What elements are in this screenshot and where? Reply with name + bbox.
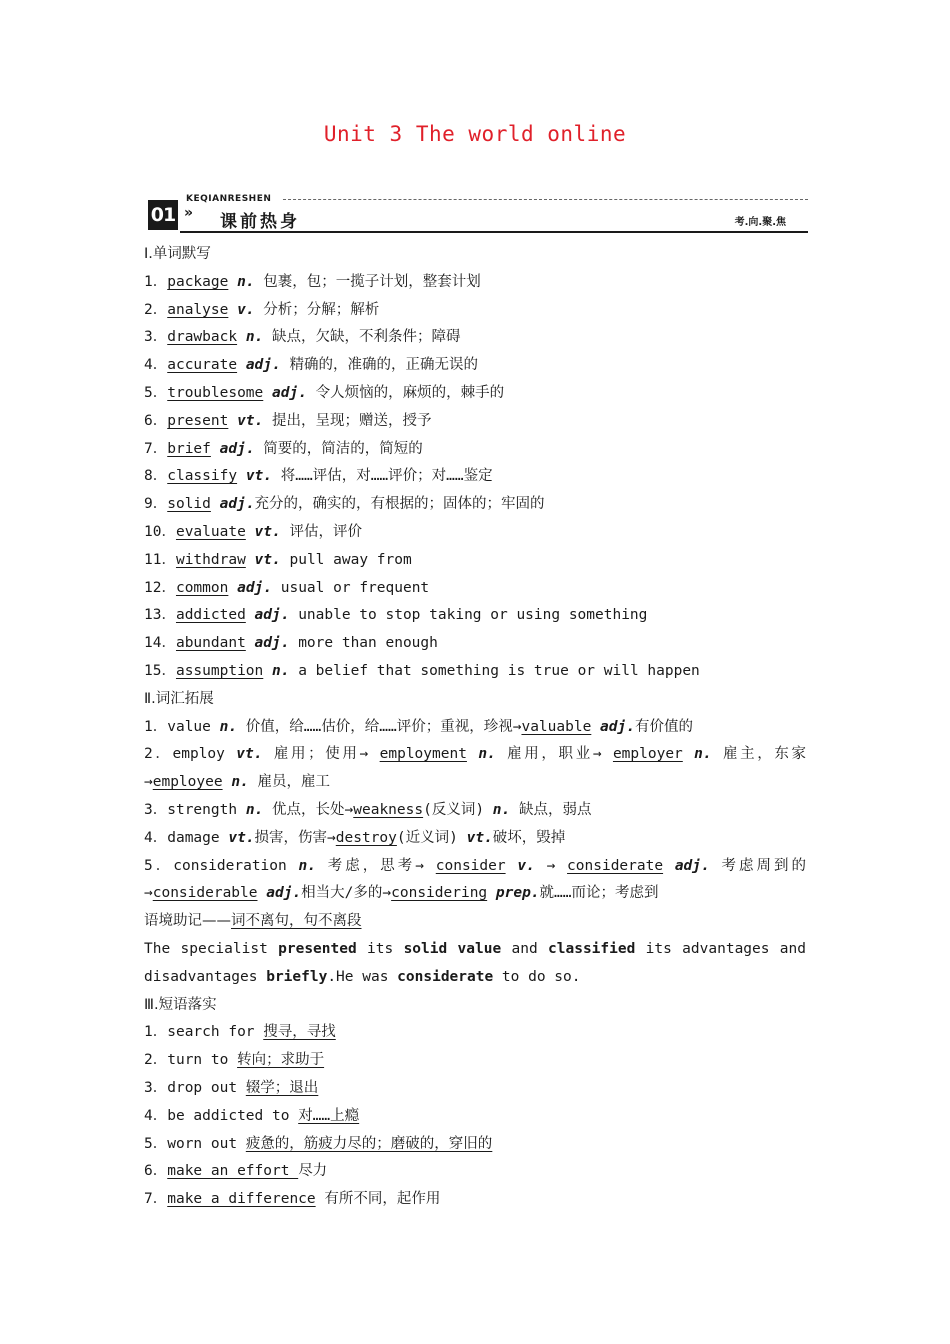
phrase-answer: 辍学；退出	[245, 1079, 319, 1096]
phrase-answer: 搜寻，寻找	[263, 1024, 336, 1041]
vocab-answer: classify	[167, 468, 238, 485]
banner-rule	[180, 231, 808, 233]
vocab-meaning: 提出，呈现；赠送，授予	[263, 412, 432, 429]
part-of-speech: adj.	[219, 496, 255, 513]
section-heading-expansion: Ⅱ.词汇拓展	[144, 690, 214, 707]
expansion-line-consideration: 5．consideration n. 考虑，思考→ consider v. → considerate adj. 考虑周到的	[144, 857, 807, 874]
phrase-item: 7．make a difference 有所不同，起作用	[144, 1191, 441, 1208]
part-of-speech: n.	[245, 329, 264, 346]
vocab-answer: present	[167, 412, 229, 429]
part-of-speech: vt.	[245, 468, 273, 485]
vocab-answer: drawback	[167, 329, 238, 346]
phrase-item: 3．drop out 辍学；退出	[144, 1079, 319, 1096]
vocab-answer: accurate	[167, 357, 238, 374]
section-number-badge: 01	[148, 200, 178, 230]
phrase-list	[144, 1019, 806, 1214]
vocab-meaning: 分析；分解；解析	[254, 301, 380, 318]
phrase-item: 5．worn out 疲惫的，筋疲力尽的；磨破的，穿旧的	[144, 1135, 493, 1152]
vocab-answer: abundant	[175, 635, 246, 652]
memo-heading: 语境助记——词不离句，句不离段	[144, 913, 362, 930]
expansion-line-employ: 2．employ vt. 雇用；使用→ employment n. 雇用，职业→ employer n. 雇主，东家	[144, 746, 807, 763]
worksheet-content	[144, 241, 806, 1214]
vocab-meaning: pull away from	[280, 551, 412, 568]
phrase-answer: 对……上瘾	[298, 1107, 360, 1124]
phrase-meaning: 尽力	[298, 1163, 328, 1180]
banner-tag: 考.向.聚.焦	[734, 217, 786, 228]
vocab-answer: analyse	[167, 301, 229, 318]
vocab-answer: evaluate	[175, 523, 246, 540]
part-of-speech: n.	[237, 273, 255, 290]
vocab-meaning: a belief that something is true or will happen	[289, 662, 700, 679]
vocab-meaning: 充分的，确实的，有根据的；固体的；牢固的	[254, 496, 545, 513]
double-chevron-icon: »	[184, 205, 194, 221]
phrase-meaning: 有所不同，起作用	[315, 1191, 441, 1208]
vocab-item: 4．accurate adj. 精确的，准确的，正确无误的	[144, 357, 478, 374]
vocab-item: 10．evaluate vt. 评估，评价	[144, 523, 362, 540]
part-of-speech: n.	[272, 662, 290, 679]
vocab-answer: withdraw	[175, 551, 246, 568]
part-of-speech: vt.	[254, 551, 281, 568]
banner-dash-divider	[283, 199, 808, 200]
phrase-answer: make a difference	[167, 1191, 316, 1208]
vocab-item: 2．analyse v. 分析；分解；解析	[144, 301, 380, 318]
section-banner	[148, 196, 808, 234]
vocab-answer: common	[175, 579, 229, 596]
vocab-item: 8．classify vt. 将……评估，对……评价；对……鉴定	[144, 468, 493, 485]
vocab-item: 15．assumption n. a belief that something is true or will happen	[144, 662, 700, 679]
expansion-line-damage: 4．damage vt.损害，伤害→destroy(近义词) vt.破坏，毁掉	[144, 829, 566, 846]
vocab-item: 7．brief adj. 简要的，简洁的，简短的	[144, 440, 423, 457]
banner-heading: 课前热身	[220, 212, 300, 232]
vocab-meaning: 简要的，简洁的，简短的	[254, 440, 423, 457]
vocab-list	[144, 269, 806, 686]
phrase-english: be addicted to	[167, 1107, 299, 1124]
vocab-answer: brief	[167, 440, 211, 457]
vocab-item: 5．troublesome adj. 令人烦恼的，麻烦的，棘手的	[144, 384, 505, 401]
part-of-speech: vt.	[254, 523, 281, 540]
expansion-line-value: 1．value n. 价值，给……估价，给……评价；重视，珍视→valuable adj.有价值的	[144, 718, 693, 735]
memo-sentence-2: disadvantages briefly.He was considerate to do so.	[144, 968, 581, 985]
phrase-item: 1．search for 搜寻，寻找	[144, 1024, 336, 1041]
phrase-item: 4．be addicted to 对……上瘾	[144, 1107, 360, 1124]
expansion-line-considerable: →considerable adj.相当大/多的→considering prep.就……而论；考虑到	[144, 885, 659, 902]
part-of-speech: adj.	[272, 384, 307, 401]
phrase-english: turn to	[167, 1052, 238, 1069]
vocab-answer: package	[167, 273, 229, 290]
phrase-english: search for	[167, 1024, 264, 1041]
phrase-english: drop out	[167, 1079, 246, 1096]
part-of-speech: adj.	[254, 607, 290, 624]
memo-sentence-1: The specialist presented its solid value and classified its advantages and	[144, 940, 806, 957]
page-title: Unit 3 The world online	[323, 122, 627, 146]
vocab-answer: addicted	[175, 607, 246, 624]
vocab-meaning: 评估，评价	[280, 523, 362, 540]
expansion-line-employee: →employee n. 雇员，雇工	[144, 774, 331, 791]
vocab-item: 11．withdraw vt. pull away from	[144, 551, 412, 568]
phrase-item: 2．turn to 转向；求助于	[144, 1052, 325, 1069]
vocab-item: 3．drawback n. 缺点，欠缺，不利条件；障碍	[144, 329, 461, 346]
vocab-item: 6．present vt. 提出，呈现；赠送，授予	[144, 412, 432, 429]
phrase-item: 6．make an effort 尽力	[144, 1163, 328, 1180]
expansion-line-strength: 3．strength n. 优点，长处→weakness(反义词) n. 缺点，弱点	[144, 801, 592, 818]
vocab-answer: solid	[167, 496, 211, 513]
part-of-speech: adj.	[245, 357, 281, 374]
phrase-english: worn out	[167, 1135, 246, 1152]
section-heading-phrases: Ⅲ.短语落实	[144, 996, 217, 1013]
vocab-meaning: 精确的，准确的，正确无误的	[280, 357, 478, 374]
vocab-item: 12．common adj. usual or frequent	[144, 579, 430, 596]
vocab-item: 9．solid adj.充分的，确实的，有根据的；固体的；牢固的	[144, 496, 545, 513]
part-of-speech: adj.	[219, 440, 255, 457]
vocab-meaning: 包裹，包；一揽子计划，整套计划	[254, 273, 481, 290]
part-of-speech: v.	[237, 301, 255, 318]
vocab-meaning: 缺点，欠缺，不利条件；障碍	[263, 329, 461, 346]
part-of-speech: adj.	[237, 579, 273, 596]
vocab-item: 14．abundant adj. more than enough	[144, 635, 438, 652]
vocab-meaning: usual or frequent	[272, 579, 430, 596]
banner-pinyin: KEQIANRESHEN	[186, 194, 272, 204]
vocab-meaning: 令人烦恼的，麻烦的，棘手的	[306, 384, 505, 401]
vocab-meaning: 将……评估，对……评价；对……鉴定	[272, 468, 493, 485]
vocab-item: 1．package n. 包裹，包；一揽子计划，整套计划	[144, 273, 481, 290]
vocab-item: 13．addicted adj. unable to stop taking or using something	[144, 607, 648, 624]
vocab-meaning: more than enough	[289, 635, 438, 652]
phrase-answer: 疲惫的，筋疲力尽的；磨破的，穿旧的	[245, 1135, 493, 1152]
part-of-speech: adj.	[254, 635, 290, 652]
vocab-answer: troublesome	[167, 384, 264, 401]
section-heading-vocab: Ⅰ.单词默写	[144, 246, 211, 262]
part-of-speech: vt.	[237, 412, 264, 429]
phrase-answer: make an effort	[167, 1163, 299, 1180]
phrase-answer: 转向；求助于	[237, 1052, 325, 1069]
vocab-answer: assumption	[175, 662, 264, 679]
vocab-meaning: unable to stop taking or using something	[289, 607, 648, 624]
